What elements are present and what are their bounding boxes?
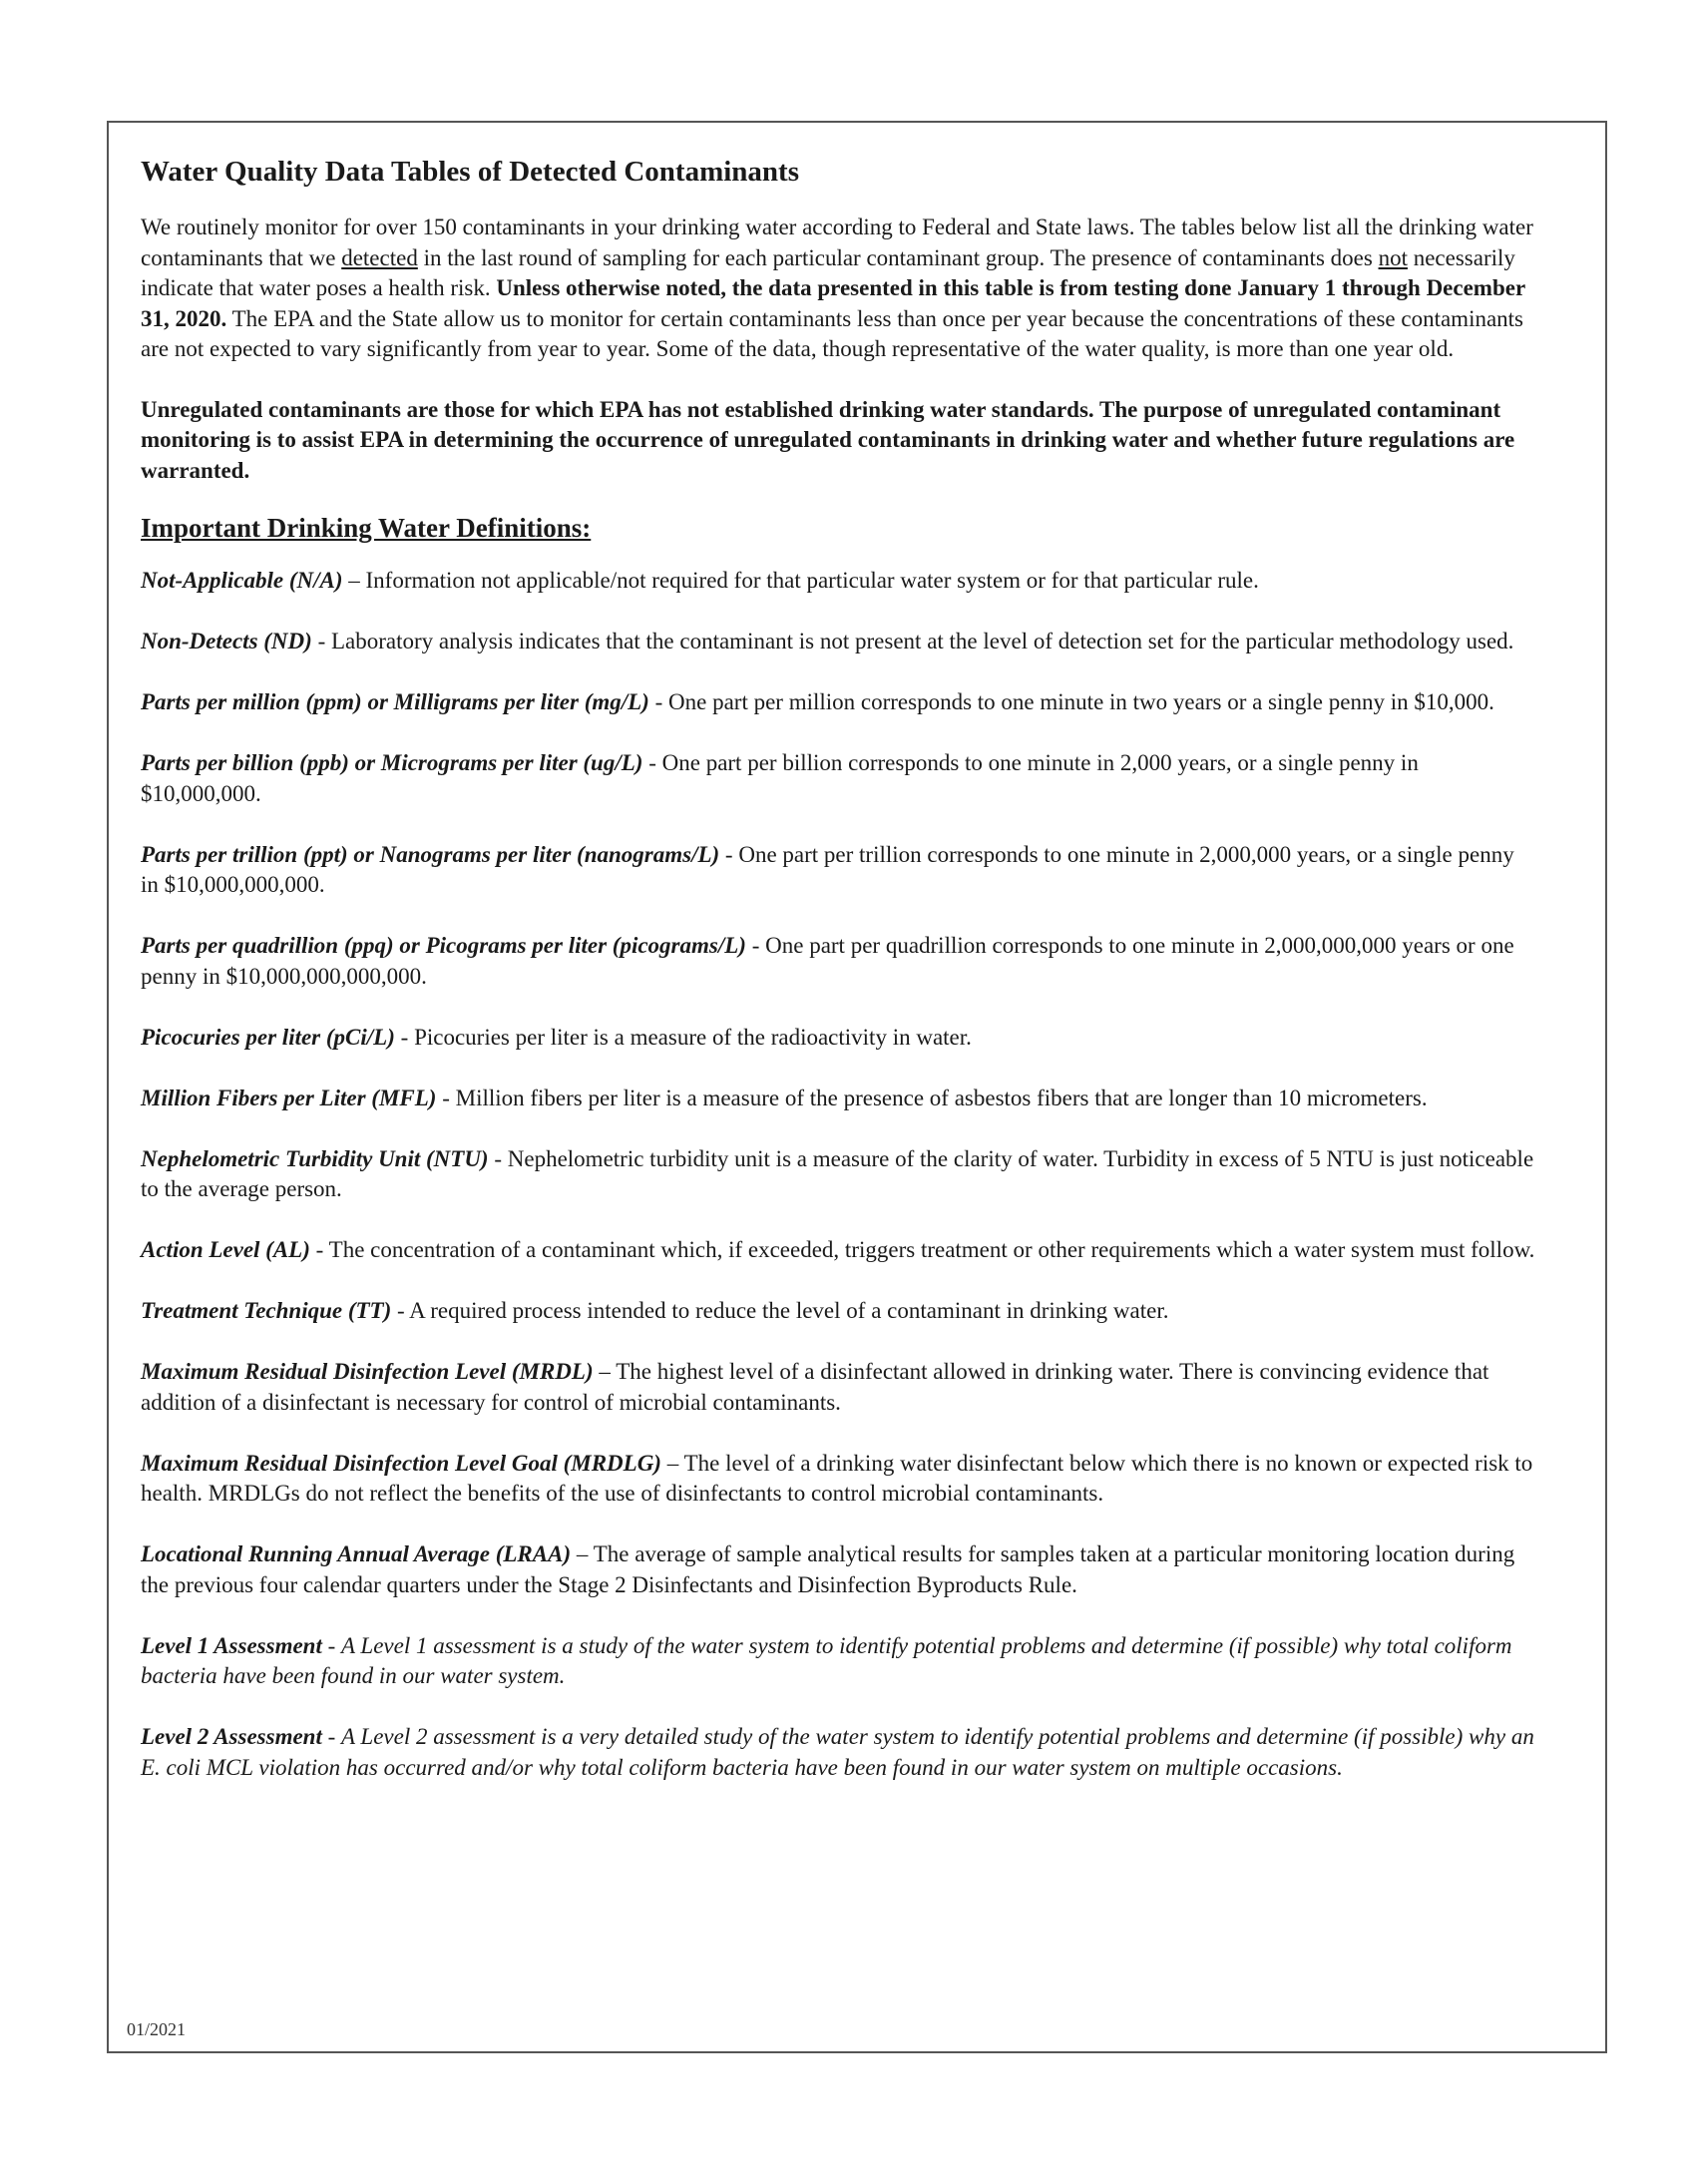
definition-text: The average of sample analytical results for samples taken at a particular monitoring location during the previous four calendar quarters under the Stage 2 Disinfectants and Disinfection Byproducts Rule. — [141, 1541, 1515, 1597]
definition-text: One part per trillion corresponds to one minute in 2,000,000 years, or a single penny in $10,000,000,000. — [141, 841, 1514, 897]
definition-term: Picocuries per liter (pCi/L) — [141, 1024, 395, 1050]
definitions-list — [141, 566, 1537, 1783]
definition-text: Information not applicable/not required for that particular water system or for that particular rule. — [365, 568, 1259, 593]
assessment-text: A Level 2 assessment is a very detailed study of the water system to identify potential problems and determine (if possible) why an E. coli MCL violation has occurred and/or why total coliform bacteria have been found in our water system on multiple occasions. — [141, 1724, 1534, 1780]
definition-sep: – — [660, 1450, 684, 1476]
definition-item — [141, 627, 1537, 657]
definition-item — [141, 687, 1537, 718]
definition-sep: - — [719, 841, 739, 867]
definition-term: Action Level (AL) — [141, 1237, 310, 1262]
definition-text: A required process intended to reduce the level of a contaminant in drinking water. — [409, 1298, 1169, 1323]
definition-text: The level of a drinking water disinfectant below which there is no known or expected risk to health. MRDLGs do not reflect the benefits of the use of disinfectants to control microbial contaminants. — [141, 1450, 1533, 1506]
intro-detected: detected — [341, 244, 418, 270]
definition-sep: - — [745, 933, 766, 958]
definition-item — [141, 1449, 1537, 1510]
definition-item — [141, 1144, 1537, 1205]
definition-text: One part per quadrillion corresponds to one minute in 2,000,000,000 years or one penny in $10,000,000,000,000. — [141, 933, 1514, 989]
definition-term: Million Fibers per Liter (MFL) — [141, 1085, 437, 1110]
definition-text: Million fibers per liter is a measure of the presence of asbestos fibers that are longer than 10 micrometers. — [455, 1085, 1428, 1110]
definition-sep: - — [311, 629, 331, 654]
intro-date-note: Unless otherwise noted, the data presented in this table is from testing done January 1 through December 31, 2020. — [141, 275, 1525, 331]
intro-paragraph — [141, 213, 1537, 365]
definition-sep: - — [642, 750, 662, 775]
definition-item — [141, 931, 1537, 992]
definition-term: Parts per million (ppm) or Milligrams per liter (mg/L) — [141, 689, 649, 714]
definition-sep: - — [648, 689, 669, 714]
definition-sep: – — [571, 1541, 594, 1566]
footer-date: 01/2021 — [127, 2019, 187, 2039]
definition-item — [141, 748, 1537, 809]
definition-sep: - — [309, 1237, 329, 1262]
definition-text: Laboratory analysis indicates that the contaminant is not present at the level of detection set for the particular methodology used. — [331, 629, 1514, 654]
definition-sep: – — [342, 568, 366, 593]
assessment-sep: - — [321, 1724, 342, 1749]
definition-item — [141, 1357, 1537, 1418]
definition-term: Nephelometric Turbidity Unit (NTU) — [141, 1145, 489, 1171]
assessment-term: Level 2 Assessment — [141, 1724, 322, 1749]
definition-sep: – — [593, 1359, 617, 1384]
definition-term: Not-Applicable (N/A) — [141, 568, 343, 593]
definition-sep: - — [391, 1298, 410, 1323]
intro-text-c: necessarily indicate that water poses a health risk. — [141, 244, 1515, 300]
definition-term: Treatment Technique (TT) — [141, 1298, 392, 1323]
page-title: Water Quality Data Tables of Detected Contaminants — [141, 156, 800, 188]
definition-term: Parts per billion (ppb) or Micrograms per liter (ug/L) — [141, 750, 643, 775]
definition-text: The highest level of a disinfectant allowed in drinking water. There is convincing evidence that addition of a disinfectant is necessary for control of microbial contaminants. — [141, 1359, 1489, 1415]
definition-text: One part per million corresponds to one minute in two years or a single penny in $10,000. — [668, 689, 1494, 714]
assessment-item — [141, 1722, 1537, 1783]
assessment-item — [141, 1631, 1537, 1692]
definition-term: Non-Detects (ND) — [141, 629, 312, 654]
definition-text: One part per billion corresponds to one minute in 2,000 years, or a single penny in $10,000,000. — [141, 750, 1419, 806]
definition-term: Maximum Residual Disinfection Level Goal (MRDLG) — [141, 1450, 661, 1476]
definition-item — [141, 1539, 1537, 1600]
definition-item — [141, 1023, 1537, 1054]
definition-text: The concentration of a contaminant which, if exceeded, triggers treatment or other requirements which a water system must follow. — [328, 1237, 1535, 1262]
definition-sep: - — [394, 1024, 415, 1050]
definition-text: Picocuries per liter is a measure of the radioactivity in water. — [414, 1024, 972, 1050]
document-frame — [107, 121, 1607, 2053]
definition-term: Locational Running Annual Average (LRAA) — [141, 1541, 572, 1566]
unregulated-paragraph: Unregulated contaminants are those for which EPA has not established drinking water standards. The purpose of unregulated contaminant monitoring is to assist EPA in determining the occurrence of unregulated contaminants in drinking water and whether future regulations are warranted. — [141, 396, 1515, 483]
definitions-title: Important Drinking Water Definitions: — [141, 513, 592, 543]
definition-item — [141, 1296, 1537, 1327]
definition-sep: - — [488, 1145, 508, 1171]
assessment-text: A Level 1 assessment is a study of the water system to identify potential problems and determine (if possible) why total coliform bacteria have been found in our water system. — [141, 1632, 1512, 1688]
intro-text-a: We routinely monitor for over 150 contaminants in your drinking water according to Federal and State laws. The tables below list all the drinking water contaminants that we — [141, 215, 1533, 270]
definition-term: Parts per trillion (ppt) or Nanograms per liter (nanograms/L) — [141, 841, 720, 867]
definition-sep: - — [436, 1085, 456, 1110]
assessment-sep: - — [321, 1632, 342, 1658]
definition-term: Maximum Residual Disinfection Level (MRDL) — [141, 1359, 594, 1384]
intro-text-b: in the last round of sampling for each particular contaminant group. The presence of contaminants does — [417, 244, 1379, 270]
intro-not: not — [1378, 244, 1408, 270]
definition-item — [141, 840, 1537, 901]
definition-item — [141, 566, 1537, 597]
document-content — [141, 155, 1537, 1814]
definition-term: Parts per quadrillion (ppq) or Picograms per liter (picograms/L) — [141, 933, 746, 958]
assessment-term: Level 1 Assessment — [141, 1632, 322, 1658]
definition-item — [141, 1084, 1537, 1114]
definition-item — [141, 1235, 1537, 1266]
definition-text: Nephelometric turbidity unit is a measure of the clarity of water. Turbidity in excess of 5 NTU is just noticeable to the average person. — [141, 1145, 1534, 1201]
intro-text-d: The EPA and the State allow us to monitor for certain contaminants less than once per year because the concentrations of these contaminants are not expected to vary significantly from year to year. Some of the data, though representative of the water quality, is more than one year old. — [141, 305, 1524, 361]
